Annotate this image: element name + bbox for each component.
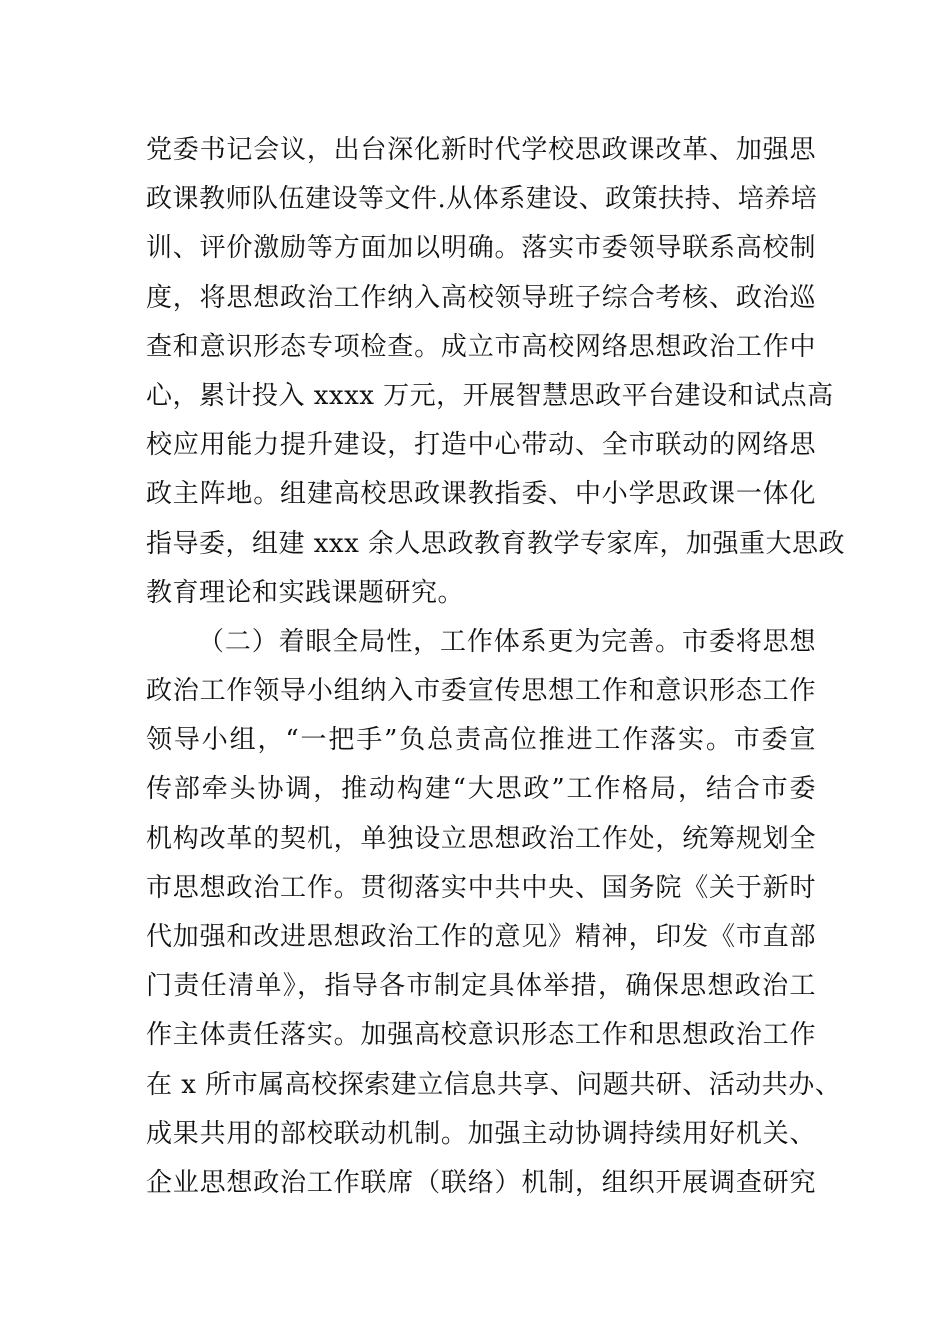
paragraph-1-line-10: 教育理论和实践课题研究。 xyxy=(146,577,465,608)
paragraph-2-line-4: 传部牵头协调，推动构建“大思政”工作格局，结合市委 xyxy=(146,774,816,805)
paragraph-2-line-2: 政治工作领导小组纳入市委宣传思想工作和意识形态工作 xyxy=(146,676,816,707)
paragraph-1-line-9: 指导委，组建 xxx 余人思政教育教学专家库，加强重大思政 xyxy=(146,528,846,559)
paragraph-2-line-9: 作主体责任落实。加强高校意识形态工作和思想政治工作 xyxy=(146,1020,816,1051)
paragraph-2-line-12: 企业思想政治工作联席（联络）机制，组织开展调查研究 xyxy=(146,1167,816,1198)
paragraph-2-line-10: 在 x 所市属高校探索建立信息共享、问题共研、活动共办、 xyxy=(146,1069,842,1100)
paragraph-1-line-7: 校应用能力提升建设，打造中心带动、全市联动的网络思 xyxy=(146,430,816,461)
paragraph-2-line-5: 机构改革的契机，单独设立思想政治工作处，统筹规划全 xyxy=(146,823,816,854)
paragraph-1-line-1: 党委书记会议，出台深化新时代学校思政课改革、加强思 xyxy=(146,135,816,165)
paragraph-1-line-3: 训、评价激励等方面加以明确。落实市委领导联系高校制 xyxy=(146,233,816,264)
paragraph-1-line-8: 政主阵地。组建高校思政课教指委、中小学思政课一体化 xyxy=(146,479,816,510)
paragraph-2-line-7: 代加强和改进思想政治工作的意见》精神，印发《市直部 xyxy=(146,922,816,952)
paragraph-2-heading-line: （二）着眼全局性，工作体系更为完善。市委将思想 xyxy=(198,626,816,657)
body-text xyxy=(146,126,846,1208)
paragraph-1-line-2: 政课教师队伍建设等文件.从体系建设、政策扶持、培养培 xyxy=(146,184,818,215)
paragraph-1-line-5: 查和意识形态专项检查。成立市高校网络思想政治工作中 xyxy=(146,331,816,362)
paragraph-1-line-4: 度，将思想政治工作纳入高校领导班子综合考核、政治巡 xyxy=(146,282,816,313)
paragraph-2-line-8: 门责任清单》，指导各市制定具体举措，确保思想政治工 xyxy=(146,971,816,1002)
paragraph-2-line-3: 领导小组，“一把手”负总责高位推进工作落实。市委宣 xyxy=(146,725,816,756)
paragraph-2-line-6: 市思想政治工作。贯彻落实中共中央、国务院《关于新时 xyxy=(146,872,816,903)
paragraph-2-line-11: 成果共用的部校联动机制。加强主动协调持续用好机关、 xyxy=(146,1118,816,1149)
paragraph-1-line-6: 心，累计投入 xxxx 万元，开展智慧思政平台建设和试点高 xyxy=(146,380,834,411)
